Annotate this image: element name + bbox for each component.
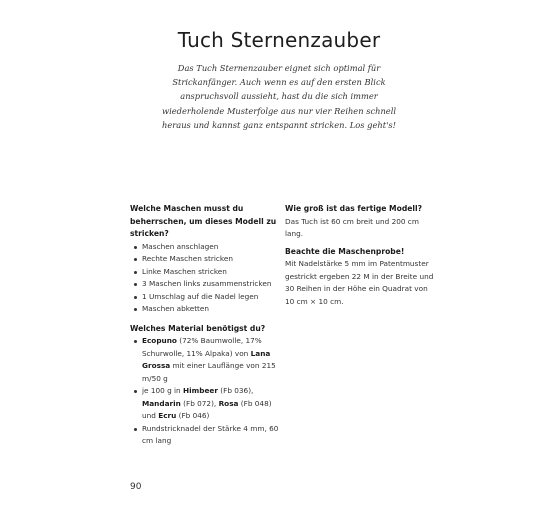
amount-prefix: je 100 g in — [142, 386, 184, 395]
color-name: Ecru — [158, 411, 177, 420]
list-item — [130, 335, 282, 385]
page-title: Tuch Sternenzauber — [177, 28, 381, 52]
size-heading: Wie groß ist das fertige Modell? — [285, 204, 423, 213]
yarn-brand: Lana Grossa — [142, 348, 271, 370]
color-name: Himbeer — [183, 386, 218, 395]
list-item: 3 Maschen links zusammenstricken — [130, 278, 282, 291]
list-item: 1 Umschlag auf die Nadel legen — [130, 291, 282, 304]
right-column — [285, 203, 435, 308]
list-item: Linke Maschen stricken — [130, 266, 282, 279]
left-column — [130, 203, 282, 448]
list-item: Rechte Maschen stricken — [130, 253, 282, 266]
color-name: Rosa — [218, 398, 239, 408]
gauge-heading: Beachte die Maschenprobe! — [285, 246, 405, 256]
yarn-name: Ecopuno — [142, 336, 177, 345]
gauge-text: Mit Nadelstärke 5 mm im Patentmuster gestrickt ergeben 22 M in der Breite und 30 Reihen in der Höhe ein Quadrat von 10 cm × 10 cm. — [285, 259, 434, 306]
list-item: Maschen abketten — [130, 303, 282, 316]
stitches-list — [130, 241, 282, 316]
color-code: (Fb 048) und — [142, 398, 272, 420]
material-list — [130, 335, 282, 448]
list-item — [130, 385, 282, 423]
color-code: (Fb 036), — [217, 386, 254, 395]
color-name: Mandarin — [142, 398, 181, 408]
list-item: Rundstricknadel der Stärke 4 mm, 60 cm lang — [130, 423, 282, 448]
intro-paragraph: Das Tuch Sternenzauber eignet sich optimal für Strickanfänger. Auch wenn es auf den ersten Blick anspruchsvoll aussieht, hast du die sich immer wiederholende Musterfolge aus nur vier Reihen schnell heraus und kannst ganz entspannt stricken. Los geht's! — [161, 63, 397, 130]
material-heading: Welches Material benötigst du? — [130, 323, 266, 333]
color-code: (Fb 072), — [180, 398, 219, 408]
yarn-length: mit einer Lauflänge von 215 m/50 g — [142, 361, 276, 383]
page-number: 90 — [130, 482, 142, 492]
yarn-description: (72% Baumwolle, 17% Schurwolle, 11% Alpaka) von — [142, 336, 262, 358]
color-code: (Fb 046) — [176, 411, 210, 420]
stitches-heading: Welche Maschen musst du beherrschen, um dieses Modell zu stricken? — [130, 204, 277, 238]
size-text: Das Tuch ist 60 cm breit und 200 cm lang. — [285, 216, 419, 238]
list-item: Maschen anschlagen — [130, 241, 282, 254]
